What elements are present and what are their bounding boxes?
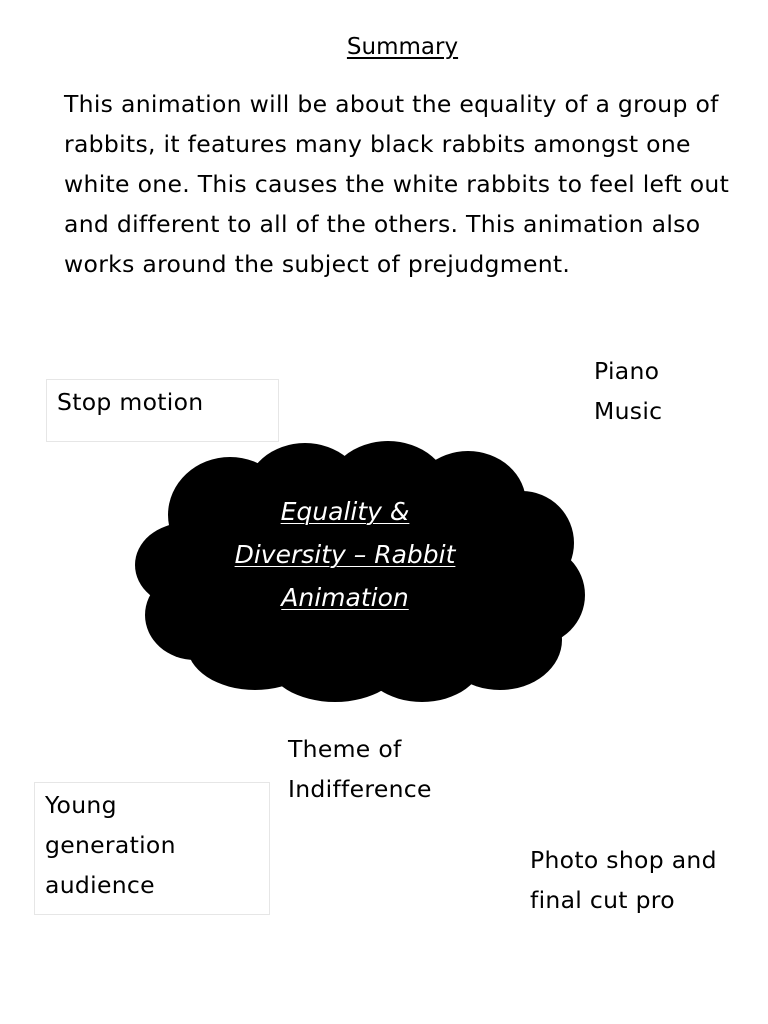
cloud-title xyxy=(200,490,490,619)
cloud-title-line1: Equality & xyxy=(280,497,410,526)
theme-label xyxy=(288,729,432,809)
piano-music-label xyxy=(594,351,662,431)
young-audience-line1: Young xyxy=(45,791,117,819)
young-audience-line3: audience xyxy=(45,871,155,899)
theme-line1: Theme of xyxy=(288,735,402,763)
software-line1: Photo shop and xyxy=(530,846,717,874)
piano-music-line1: Piano xyxy=(594,357,660,385)
young-audience-label xyxy=(45,785,176,905)
piano-music-line2: Music xyxy=(594,397,663,425)
cloud-title-line3: Animation xyxy=(281,583,409,612)
stop-motion-label: Stop motion xyxy=(57,388,204,416)
cloud-title-line2: Diversity – Rabbit xyxy=(234,540,456,569)
page-title: Summary xyxy=(346,34,459,60)
software-line2: final cut pro xyxy=(530,886,675,914)
software-label xyxy=(530,840,717,920)
summary-paragraph: This animation will be about the equality of a group of rabbits, it features many black rabbits amongst one white one. This causes the white rabbits to feel left out and different to all of the others. This animation also works around the subject of prejudgment. xyxy=(64,90,730,278)
theme-line2: Indifference xyxy=(288,775,432,803)
young-audience-line2: generation xyxy=(45,831,176,859)
